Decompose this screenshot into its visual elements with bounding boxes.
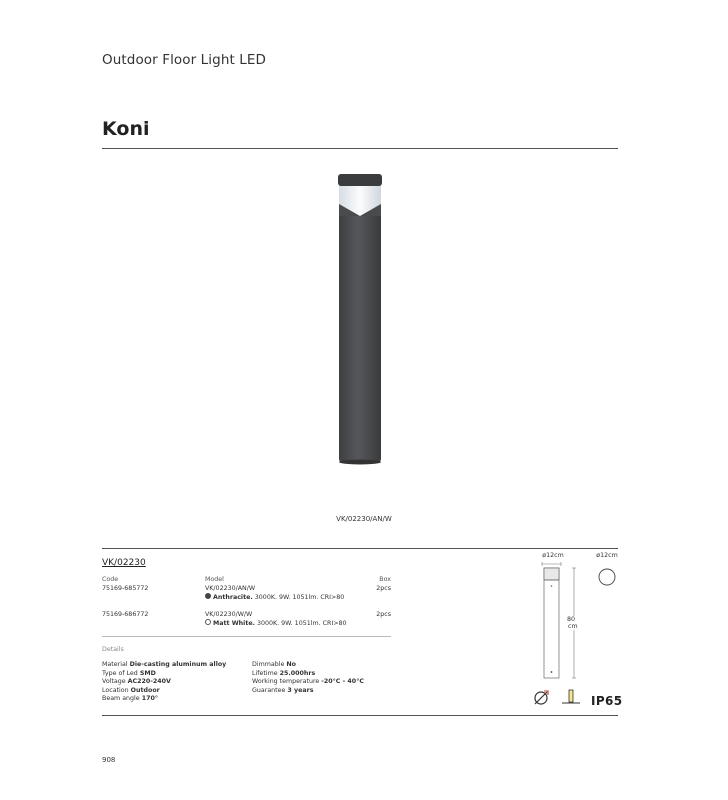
section-divider: [102, 548, 618, 549]
page-number: 908: [102, 756, 116, 764]
top-diameter-label: ø12cm: [596, 552, 618, 559]
top-view-circle: [599, 569, 615, 585]
col-box-header: Box: [379, 576, 391, 583]
row-code: 75169-685772: [102, 585, 149, 592]
spec-material: Material Die-casting aluminum alloy: [102, 661, 227, 668]
matt-white-swatch-icon: [205, 619, 211, 625]
no-dimming-icon: [532, 688, 550, 706]
spec-dimmable: Dimmable No: [252, 661, 296, 668]
header-divider: [102, 148, 618, 149]
model-code: VK/02230: [102, 558, 146, 568]
spec-led-type: Type of Led SMD: [102, 669, 156, 677]
spec-voltage: Voltage AC220-240V: [102, 678, 171, 686]
details-label: Details: [102, 646, 124, 653]
col-model-header: Model: [205, 576, 224, 583]
height-unit: cm: [568, 623, 578, 630]
dimension-drawing: [530, 560, 625, 682]
product-name: Koni: [102, 118, 150, 140]
height-value: 80: [567, 616, 576, 623]
anthracite-swatch-icon: [205, 593, 211, 599]
row-model: VK/02230/AN/W: [205, 585, 256, 592]
row-code: 75169-686772: [102, 611, 149, 618]
row-box: 2pcs: [376, 585, 391, 592]
spec-working-temp: Working temperature -20°C - 40°C: [252, 678, 364, 686]
spec-beam-angle: Beam angle 170°: [102, 695, 158, 703]
spec-location: Location Outdoor: [102, 686, 160, 694]
ip-rating: IP65: [591, 694, 623, 708]
col-code-header: Code: [102, 576, 119, 583]
bottom-divider: [102, 715, 618, 716]
floor-mount-icon: [560, 688, 582, 706]
product-image: [330, 168, 390, 468]
row-model: VK/02230/W/W: [205, 611, 253, 618]
table-divider: [102, 636, 391, 637]
drawing-bollard: [544, 568, 559, 678]
bollard-body: [339, 212, 381, 462]
row-finish: Anthracite. 3000K. 9W. 1051lm. CRI>80: [205, 593, 344, 602]
spec-lifetime: Lifetime 25.000hrs: [252, 669, 316, 677]
category-title: Outdoor Floor Light LED: [102, 52, 267, 68]
row-finish: Matt White. 3000K. 9W. 1051lm. CRI>80: [205, 619, 347, 628]
figure-caption: VK/02230/AN/W: [336, 515, 392, 523]
bollard-cap: [338, 174, 382, 186]
details-right: [252, 661, 364, 695]
row-box: 2pcs: [376, 611, 391, 618]
spec-guarantee: Guarantee 3 years: [252, 686, 314, 694]
side-diameter-label: ø12cm: [542, 552, 564, 559]
details-left: [102, 661, 226, 704]
